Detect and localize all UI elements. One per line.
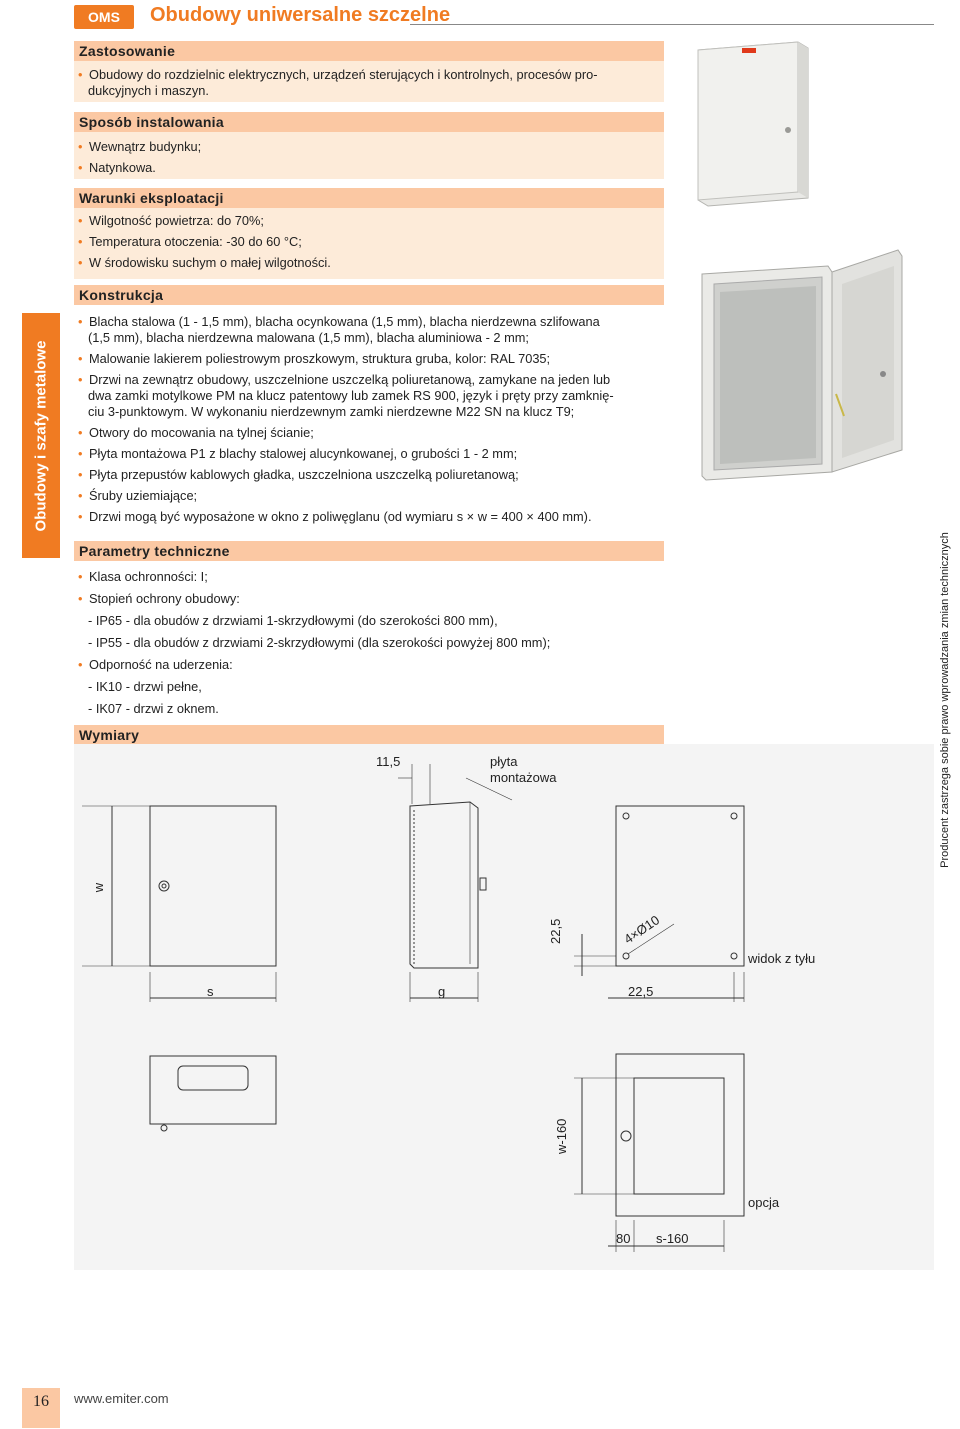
dim-w: w	[91, 882, 107, 893]
dim-22-5-vertical: 22,5	[548, 918, 563, 944]
label-plyta: płyta	[490, 754, 518, 769]
side-category-tab	[22, 313, 60, 558]
rights-note-text: Producent zastrzega sobie prawo wprowadzania zmian technicznych	[939, 532, 951, 868]
list-item: dukcyjnych i maszyn.	[88, 83, 209, 98]
side-category-label: Obudowy i szafy metalowe	[32, 340, 50, 531]
list-item: • Stopień ochrony obudowy:	[78, 591, 550, 607]
list-item: ciu 3-punktowym. W wykonaniu nierdzewnym zamki nierdzewne M22 SN na klucz T9;	[88, 404, 575, 419]
dimension-drawings	[74, 744, 934, 1270]
list-item: • W środowisku suchym o małej wilgotności.	[78, 255, 331, 271]
list-item: (1,5 mm), blacha nierdzewna malowana (1,5 mm), blacha aluminiowa - 2 mm;	[88, 330, 529, 345]
list-item: • Otwory do mocowania na tylnej ścianie;	[78, 425, 614, 441]
list-item: • Temperatura otoczenia: -30 do 60 °C;	[78, 234, 331, 250]
list-item: • Drzwi na zewnątrz obudowy, uszczelnione uszczelką poliuretanową, zamykane na jeden lub	[78, 372, 614, 388]
dim-s: s	[207, 984, 214, 999]
list-item: • Płyta przepustów kablowych gładka, uszczelniona uszczelką poliuretanową;	[78, 467, 614, 483]
list-item: • Malowanie lakierem poliestrowym proszkowym, struktura gruba, kolor: RAL 7035;	[78, 351, 614, 367]
list-item: - IP55 - dla obudów z drzwiami 2-skrzydłowymi (dla szerokości powyżej 800 mm);	[88, 635, 551, 650]
label-rear-view: widok z tyłu	[748, 951, 816, 966]
list-item: dwa zamki motylkowe PM na klucz patentowy lub zamek RS 900, język i pręty przy zamknię-	[88, 388, 614, 403]
parametry-list	[78, 569, 550, 717]
zastosowanie-list	[78, 67, 598, 99]
section-parametry-title: Parametry techniczne	[74, 541, 664, 561]
section-zastosowanie-title: Zastosowanie	[74, 41, 664, 61]
section-sposob-title: Sposób instalowania	[74, 112, 664, 132]
section-konstrukcja-title: Konstrukcja	[74, 285, 664, 305]
list-item: • Blacha stalowa (1 - 1,5 mm), blacha ocynkowana (1,5 mm), blacha nierdzewna szlifowana	[78, 314, 614, 330]
list-item: • Natynkowa.	[78, 160, 201, 176]
list-item: - IK07 - drzwi z oknem.	[88, 701, 219, 716]
dim-s-160: s-160	[656, 1231, 689, 1246]
section-warunki-title: Warunki eksploatacji	[74, 188, 664, 208]
dim-g: g	[438, 984, 446, 999]
dim-11-5: 11,5	[376, 754, 401, 769]
list-item: • Śruby uziemiające;	[78, 488, 614, 504]
list-item: - IP65 - dla obudów z drzwiami 1-skrzydłowymi (do szerokości 800 mm),	[88, 613, 498, 628]
list-item: - IK10 - drzwi pełne,	[88, 679, 202, 694]
sposob-list	[78, 139, 201, 176]
label-montazowa: montażowa	[490, 770, 557, 785]
section-wymiary-title: Wymiary	[74, 725, 664, 745]
dim-w-160: w-160	[554, 1118, 569, 1154]
header-rule	[410, 24, 934, 25]
list-item: • Klasa ochronności: I;	[78, 569, 550, 585]
list-item: • Obudowy do rozdzielnic elektrycznych, urządzeń sterujących i kontrolnych, procesów pro-	[78, 67, 598, 83]
photo-closed-enclosure	[690, 38, 820, 208]
rights-note	[930, 532, 960, 868]
konstrukcja-list	[78, 314, 614, 525]
page-number: 16	[22, 1388, 60, 1428]
list-item: • Odporność na uderzenia:	[78, 657, 550, 673]
series-badge: OMS	[74, 5, 134, 29]
dim-holes: 4×Ø10	[621, 912, 663, 947]
page-title: Obudowy uniwersalne szczelne	[150, 4, 451, 26]
list-item: • Wewnątrz budynku;	[78, 139, 201, 155]
label-opcja: opcja	[748, 1195, 780, 1210]
list-item: • Płyta montażowa P1 z blachy stalowej alucynkowanej, o grubości 1 - 2 mm;	[78, 446, 614, 462]
photo-open-enclosure	[698, 244, 908, 494]
list-item: • Drzwi mogą być wyposażone w okno z poliwęglanu (od wymiaru s × w = 400 × 400 mm).	[78, 509, 614, 525]
dim-22-5-horizontal: 22,5	[628, 984, 654, 999]
warunki-list	[78, 213, 331, 271]
dim-80: 80	[616, 1231, 631, 1246]
list-item: • Wilgotność powietrza: do 70%;	[78, 213, 331, 229]
website-link[interactable]: www.emiter.com	[74, 1391, 169, 1406]
